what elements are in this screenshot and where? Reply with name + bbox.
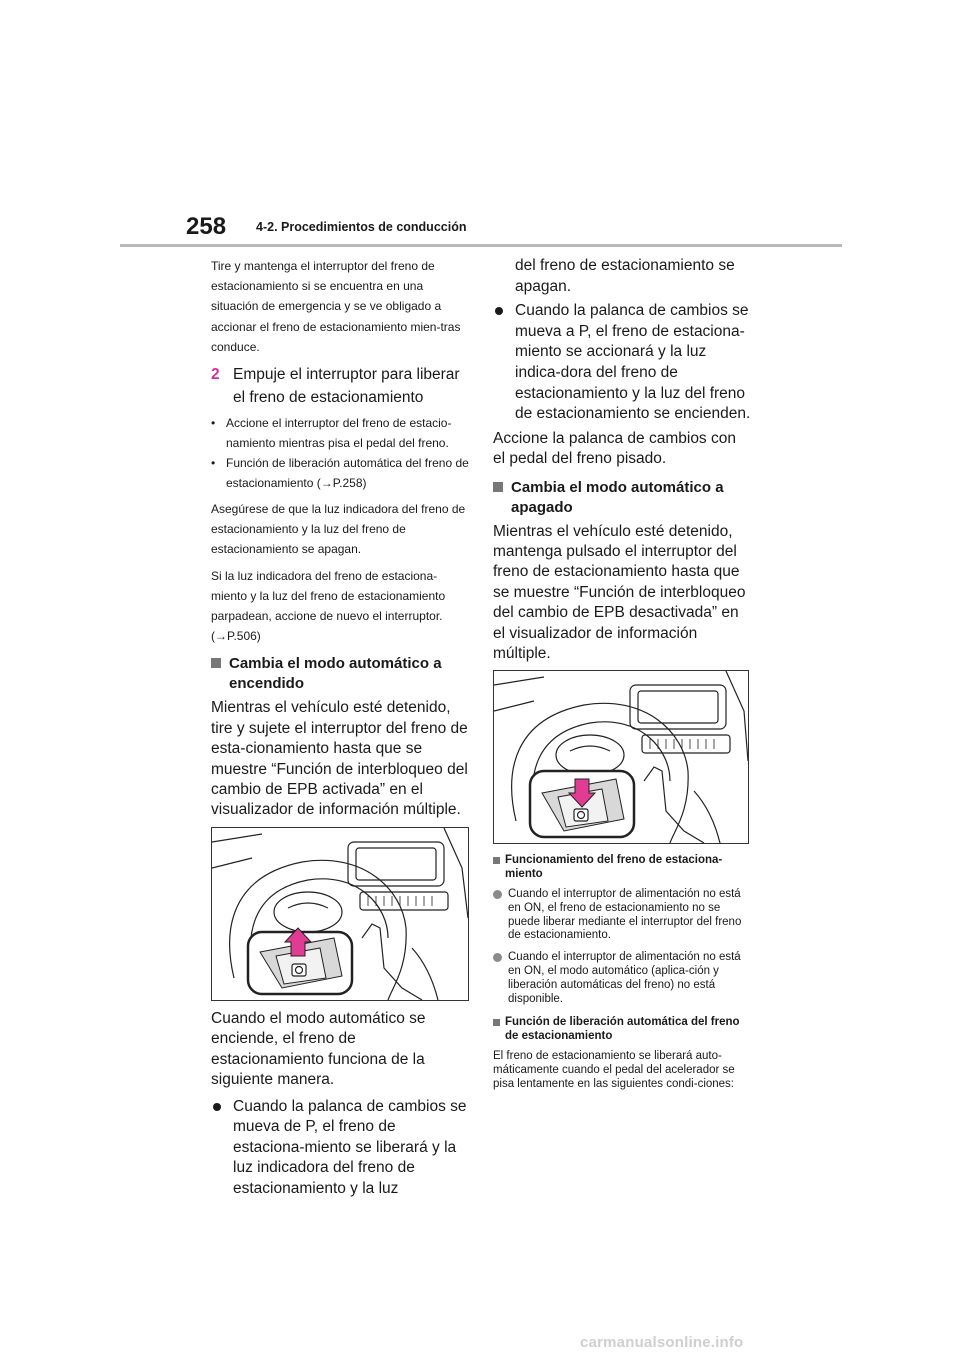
circle-bullet-icon: [493, 953, 502, 962]
body-paragraph: Mientras el vehículo esté detenido, tire y sujete el interruptor del freno de esta-cionamiento hasta que se muestre “Función de interbloqueo del cambio de EPB activada” en el visualizador de información múltiple.: [211, 699, 468, 819]
bullet-text: Función de liberación automática del freno de estacionamiento (→P.258): [226, 456, 469, 491]
parking-brake-push-illustration: [493, 670, 749, 844]
note-paragraph: Si la luz indicadora del freno de estaciona-miento y la luz del freno de estacionamiento parpadean, accione de nuevo el interruptor. (→P.506): [211, 568, 446, 644]
header-rule: [120, 244, 842, 247]
step-2: [211, 363, 469, 409]
section-heading: [211, 654, 469, 694]
square-bullet-icon: [493, 482, 503, 492]
continuation-text: del freno de estacionamiento se apagan.: [515, 257, 735, 295]
dot-bullet-icon: [495, 307, 503, 315]
circle-bullet-icon: [493, 890, 502, 899]
sub-heading: [493, 1016, 751, 1044]
body-paragraph: Mientras el vehículo esté detenido, mantenga pulsado el interruptor del freno de estacionamiento hasta que se muestre “Función de interbloqueo del cambio de EPB desactivada” en el visualizador de información múltiple.: [493, 522, 746, 662]
heading-text: Cambia el modo automático a apagado: [511, 478, 724, 516]
step-number: 2: [211, 366, 220, 384]
right-column: [493, 256, 751, 1097]
dot-item-text: Cuando la palanca de cambios se mueva de P, el freno de estaciona-miento se liberará y la luz indicadora del freno de estacionamiento y la luz: [233, 1097, 467, 1197]
dot-list-continuation: [493, 256, 751, 297]
square-bullet-icon: [211, 658, 221, 668]
dot-item-text: Cuando la palanca de cambios se mueva a P, el freno de estaciona-miento se accionará y la luz indica-dora del freno de estacionamiento y la luz del freno de estacionamiento se encienden.: [515, 302, 751, 423]
circle-list-item: [493, 951, 751, 1006]
body-paragraph: Cuando el modo automático se enciende, el freno de estacionamiento funciona de la siguiente manera.: [211, 1009, 426, 1089]
section-heading: [493, 478, 751, 518]
circle-list-item: [493, 888, 751, 943]
square-bullet-icon: [493, 857, 500, 864]
heading-text: Cambia el modo automático a encendido: [229, 655, 442, 693]
bullet-item: [211, 453, 469, 493]
page-number: 258: [186, 213, 227, 240]
square-bullet-icon: [493, 1019, 500, 1026]
note-paragraph: Asegúrese de que la luz indicadora del freno de estacionamiento y la luz del freno de estacionamiento se apagan.: [211, 502, 466, 557]
section-title: 4-2. Procedimientos de conducción: [256, 220, 467, 234]
circle-item-text: Cuando el interruptor de alimentación no está en ON, el modo automático (aplica-ción y liberación automáticas del freno) no está disponible.: [508, 951, 741, 1005]
bullet-text: Accione el interruptor del freno de estacio-namiento mientras pisa el pedal del freno.: [226, 416, 452, 451]
sub-heading: [493, 854, 751, 882]
body-paragraph: Accione la palanca de cambios con el pedal del freno pisado.: [493, 429, 736, 468]
watermark: carmanualsonline.info: [580, 1334, 744, 1351]
circle-item-text: Cuando el interruptor de alimentación no está en ON, el freno de estacionamiento no se puede liberar mediante el interruptor del freno de estacionamiento.: [508, 888, 742, 942]
step-text: Empuje el interruptor para liberar el freno de estacionamiento: [233, 366, 460, 407]
intro-paragraph: Tire y mantenga el interruptor del freno de estacionamiento si se encuentra en una situación de emergencia y se ve obligado a accionar el freno de estacionamiento mien-tras conduce.: [211, 259, 461, 354]
dot-list-item: [493, 301, 751, 425]
dot-bullet-icon: [213, 1103, 221, 1111]
parking-brake-pull-illustration: [211, 827, 469, 1001]
dot-list-item: [211, 1097, 469, 1200]
left-column: [211, 256, 469, 1203]
final-paragraph: El freno de estacionamiento se liberará auto-máticamente cuando el pedal del acelerador se pisa lentamente en las siguientes condi-ciones:: [493, 1049, 735, 1090]
bullet-item: [211, 413, 469, 453]
sub-heading-text: Funcionamiento del freno de estaciona-miento: [505, 854, 723, 881]
sub-heading-text: Función de liberación automática del freno de estacionamiento: [505, 1016, 740, 1043]
bullet-marker: •: [211, 456, 216, 471]
bullet-marker: •: [211, 416, 216, 431]
